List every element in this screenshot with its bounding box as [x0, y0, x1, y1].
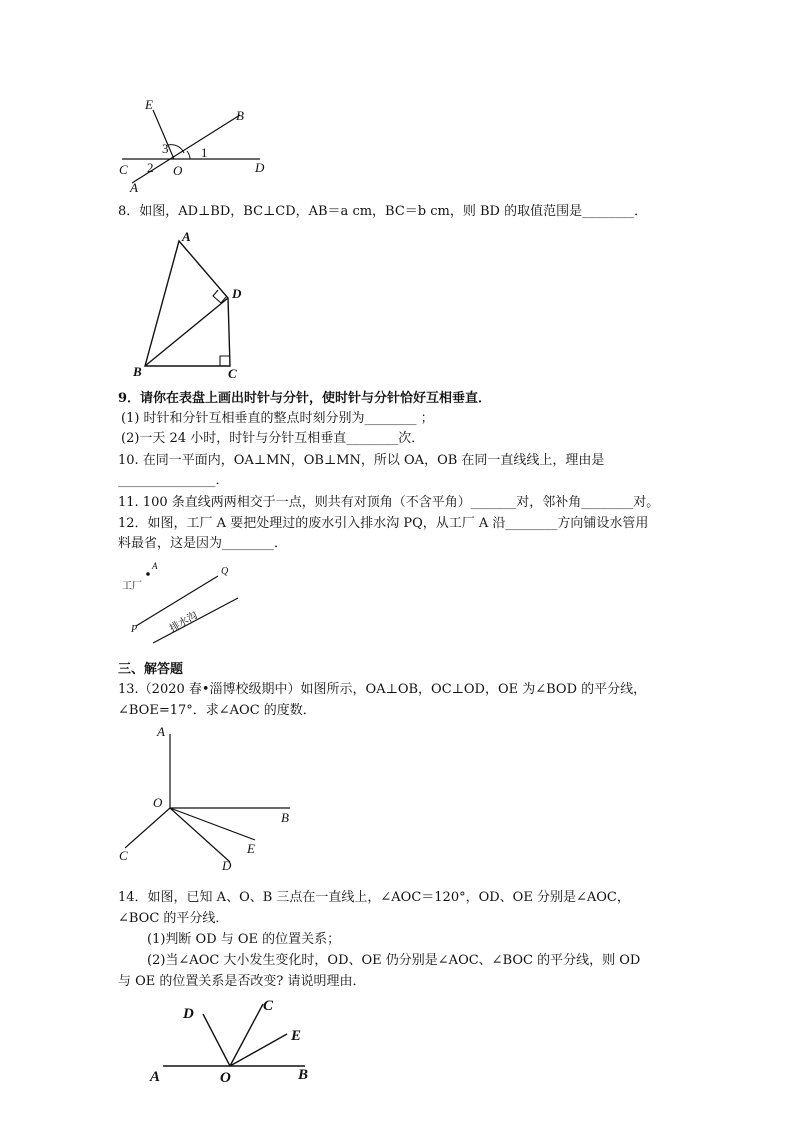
label-D: D [255, 160, 265, 175]
label-C: C [119, 848, 128, 863]
label-B: B [133, 364, 142, 379]
figure-q14-bisectors [145, 992, 320, 1087]
label-Q: Q [221, 566, 229, 577]
question-9-stem: 9．请你在表盘上画出时针与分针，使时针与分针恰好互相垂直． [118, 391, 492, 406]
question-12-line2: 料最省，这是因为________． [118, 536, 288, 551]
label-P: P [131, 624, 138, 635]
question-9 [118, 390, 491, 408]
question-14-part2-line1: (2)当∠AOC 大小发生变化时，OD、OE 仍分别是∠AOC、∠BOC 的平分线，则 OD [147, 953, 641, 968]
question-9-part2: (2)一天 24 小时，时针与分针互相垂直________次． [121, 431, 425, 446]
label-D: D [222, 858, 232, 873]
question-14-line1: 14．如图，已知 A、O、B 三点在一直线上，∠AOC＝120°，OD、OE 分别是∠AOC， [118, 890, 630, 905]
label-A: A [157, 724, 165, 739]
label-D: D [183, 1006, 194, 1022]
question-10-line1: 10. 在同一平面内，OA⊥MN，OB⊥MN，所以 OA，OB 在同一直线线上，理由是 [118, 453, 605, 468]
label-D: D [232, 286, 242, 301]
question-8: 8．如图，AD⊥BD，BC⊥CD，AB＝a cm，BC＝b cm，则 BD 的取值范围是________． [118, 204, 648, 219]
figure-q12-drainage [118, 558, 243, 653]
label-A: A [152, 561, 158, 571]
section-title-3: 三、解答题 [118, 662, 184, 677]
label-O: O [153, 795, 163, 810]
label-E: E [291, 1028, 302, 1044]
label-2: 2 [147, 160, 154, 175]
point-A [146, 572, 150, 576]
label-B: B [236, 108, 244, 123]
label-C: C [119, 162, 128, 177]
label-1: 1 [201, 145, 208, 160]
question-11: 11. 100 条直线两两相交于一点，则共有对顶角（不含平角）_______对，邻补角________对。 [118, 495, 660, 510]
label-3: 3 [162, 141, 169, 156]
question-13-line2: ∠BOE=17°．求∠AOC 的度数． [118, 703, 316, 718]
figure-q7-angles [110, 95, 280, 195]
label-B: B [281, 810, 289, 825]
question-14-part2-line2: 与 OE 的位置关系是否改变? 请说明理由． [118, 974, 366, 989]
label-C: C [263, 998, 274, 1014]
label-C: C [228, 366, 237, 381]
figure-q13-rays [115, 722, 300, 873]
question-14-part1: (1)判断 OD 与 OE 的位置关系； [147, 932, 341, 947]
ditch-label: 排水沟 [168, 610, 200, 635]
label-O: O [220, 1070, 231, 1086]
label-A: A [130, 180, 138, 195]
label-O: O [173, 163, 183, 178]
question-14-line2: ∠BOC 的平分线． [118, 911, 229, 926]
label-E: E [145, 97, 153, 112]
question-9-part1: (1) 时针和分针互相垂直的整点时刻分别为________ ； [121, 411, 434, 426]
question-13-line1: 13.（2020 春•淄博校级期中）如图所示，OA⊥OB，OC⊥OD，OE 为∠BOD 的平分线， [118, 682, 647, 697]
question-10-line2: _______________． [118, 473, 229, 488]
label-A: A [182, 229, 191, 244]
figure-q8-quadrilateral [130, 228, 250, 381]
label-A: A [150, 1069, 161, 1085]
question-12-line1: 12．如图，工厂 A 要把处理过的废水引入排水沟 PQ，从工厂 A 沿________方向铺设水管用 [118, 516, 649, 531]
factory-label: 工厂 [122, 581, 142, 592]
label-B: B [298, 1067, 309, 1083]
label-E: E [247, 841, 255, 856]
